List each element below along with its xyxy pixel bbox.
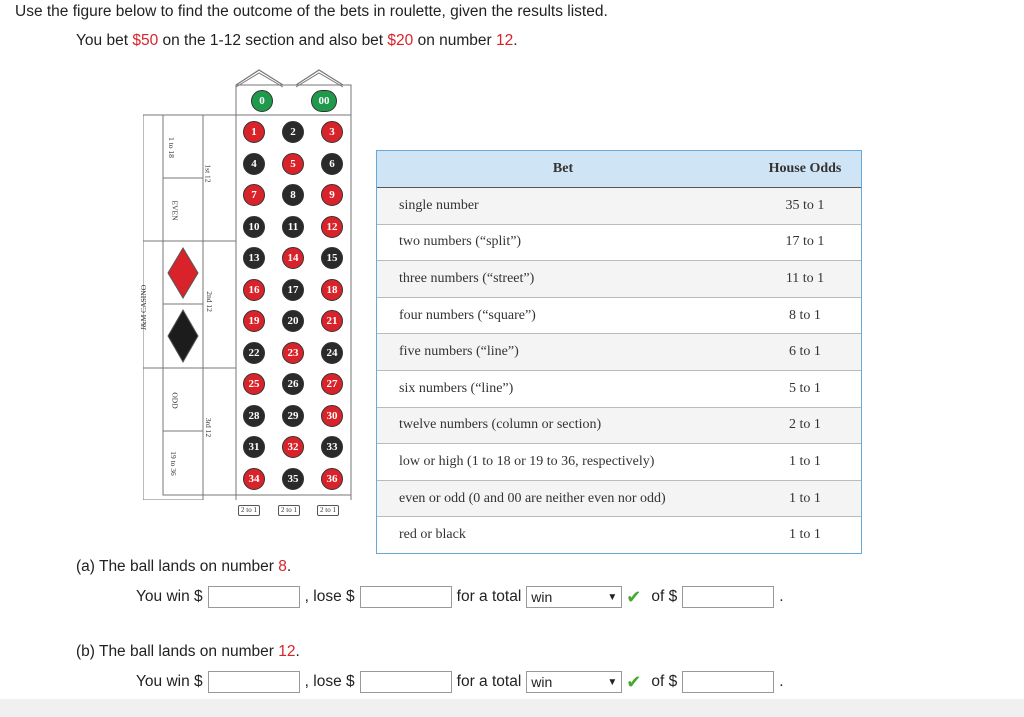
number-cell: 8 bbox=[282, 184, 304, 206]
bet-type: single number bbox=[377, 188, 749, 225]
header-house-odds: House Odds bbox=[749, 151, 861, 188]
number-cell: 6 bbox=[321, 153, 343, 175]
dozen-2nd: 2nd 12 bbox=[204, 291, 214, 312]
dozen-3rd: 3rd 12 bbox=[204, 417, 214, 438]
instruction-text: Use the figure below to find the outcome of the bets in roulette, given the results listed. bbox=[15, 3, 608, 20]
number-cell: 15 bbox=[321, 247, 343, 269]
header-bet: Bet bbox=[377, 151, 749, 188]
number-cell: 19 bbox=[243, 310, 265, 332]
number-00: 00 bbox=[311, 90, 337, 112]
number-cell: 30 bbox=[321, 405, 343, 427]
table-row bbox=[377, 224, 861, 261]
bet-type: four numbers (“square”) bbox=[377, 297, 749, 334]
number-cell: 32 bbox=[282, 436, 304, 458]
table-row bbox=[377, 188, 861, 225]
number-cell: 31 bbox=[243, 436, 265, 458]
bet-type: three numbers (“street”) bbox=[377, 261, 749, 298]
lose-label: , lose $ bbox=[304, 588, 355, 605]
number-cell: 36 bbox=[321, 468, 343, 490]
outside-1-to-18: 1 to 18 bbox=[166, 137, 176, 158]
number-cell: 34 bbox=[243, 468, 265, 490]
number-cell: 22 bbox=[243, 342, 265, 364]
column-bet-3: 2 to 1 bbox=[317, 505, 339, 516]
of-label: of $ bbox=[651, 673, 678, 690]
number-cell: 14 bbox=[282, 247, 304, 269]
bet-type: low or high (1 to 18 or 19 to 36, respectively) bbox=[377, 444, 749, 481]
bet-type: five numbers (“line”) bbox=[377, 334, 749, 371]
number-cell: 23 bbox=[282, 342, 304, 364]
number-cell: 27 bbox=[321, 373, 343, 395]
number-cell: 33 bbox=[321, 436, 343, 458]
table-row bbox=[377, 370, 861, 407]
house-odds: 6 to 1 bbox=[749, 334, 861, 371]
house-odds: 2 to 1 bbox=[749, 407, 861, 444]
house-odds: 8 to 1 bbox=[749, 297, 861, 334]
table-row bbox=[377, 444, 861, 481]
number-0: 0 bbox=[251, 90, 273, 112]
table-row bbox=[377, 334, 861, 371]
table-row bbox=[377, 407, 861, 444]
number-cell: 2 bbox=[282, 121, 304, 143]
house-odds: 1 to 1 bbox=[749, 444, 861, 481]
lose-amount-input-b[interactable] bbox=[360, 671, 452, 693]
number-cell: 1 bbox=[243, 121, 265, 143]
bet-type: even or odd (0 and 00 are neither even nor odd) bbox=[377, 480, 749, 517]
number-cell: 5 bbox=[282, 153, 304, 175]
win-label: You win $ bbox=[136, 673, 203, 690]
result-select-b[interactable]: win ▼ bbox=[526, 671, 622, 693]
number-cell: 3 bbox=[321, 121, 343, 143]
outside-odd: ODD bbox=[170, 392, 180, 409]
odds-table bbox=[376, 150, 862, 554]
period: . bbox=[779, 673, 784, 690]
bet-description: You bet $50 on the 1-12 section and also bet $20 on number 12. bbox=[76, 32, 518, 49]
win-amount-input-b[interactable] bbox=[208, 671, 300, 693]
win-amount-input-a[interactable] bbox=[208, 586, 300, 608]
number-cell: 35 bbox=[282, 468, 304, 490]
house-odds: 35 to 1 bbox=[749, 188, 861, 225]
casino-label: J&M CASINO bbox=[139, 284, 149, 331]
result-select-a[interactable]: win ▼ bbox=[526, 586, 622, 608]
number-cell: 26 bbox=[282, 373, 304, 395]
dozen-1st: 1st 12 bbox=[203, 164, 213, 183]
question-b: (b) The ball lands on number 12. bbox=[76, 643, 300, 660]
chevron-down-icon: ▼ bbox=[607, 591, 618, 603]
roulette-board bbox=[139, 65, 358, 514]
table-row bbox=[377, 297, 861, 334]
number-cell: 13 bbox=[243, 247, 265, 269]
table-row bbox=[377, 517, 861, 553]
bottom-bar bbox=[0, 699, 1024, 717]
period: . bbox=[779, 588, 784, 605]
outside-19-to-36: 19 to 36 bbox=[168, 451, 178, 476]
house-odds: 11 to 1 bbox=[749, 261, 861, 298]
number-cell: 21 bbox=[321, 310, 343, 332]
number-cell: 9 bbox=[321, 184, 343, 206]
bet-type: twelve numbers (column or section) bbox=[377, 407, 749, 444]
bet-type: two numbers (“split”) bbox=[377, 224, 749, 261]
number-cell: 18 bbox=[321, 279, 343, 301]
number-cell: 20 bbox=[282, 310, 304, 332]
column-bet-1: 2 to 1 bbox=[238, 505, 260, 516]
outside-even: EVEN bbox=[170, 200, 180, 221]
chevron-down-icon: ▼ bbox=[607, 676, 618, 688]
number-cell: 16 bbox=[243, 279, 265, 301]
house-odds: 1 to 1 bbox=[749, 517, 861, 553]
table-row bbox=[377, 480, 861, 517]
number-cell: 24 bbox=[321, 342, 343, 364]
bet-type: six numbers (“line”) bbox=[377, 370, 749, 407]
answer-row-b bbox=[136, 671, 784, 693]
number-cell: 28 bbox=[243, 405, 265, 427]
lose-amount-input-a[interactable] bbox=[360, 586, 452, 608]
win-label: You win $ bbox=[136, 588, 203, 605]
total-label: for a total bbox=[456, 588, 522, 605]
house-odds: 5 to 1 bbox=[749, 370, 861, 407]
number-cell: 12 bbox=[321, 216, 343, 238]
check-icon: ✔ bbox=[626, 586, 642, 607]
table-row bbox=[377, 261, 861, 298]
lose-label: , lose $ bbox=[304, 673, 355, 690]
of-label: of $ bbox=[651, 588, 678, 605]
column-bet-2: 2 to 1 bbox=[278, 505, 300, 516]
answer-row-a bbox=[136, 586, 784, 608]
house-odds: 1 to 1 bbox=[749, 480, 861, 517]
number-cell: 25 bbox=[243, 373, 265, 395]
number-cell: 17 bbox=[282, 279, 304, 301]
house-odds: 17 to 1 bbox=[749, 224, 861, 261]
number-cell: 11 bbox=[282, 216, 304, 238]
number-cell: 10 bbox=[243, 216, 265, 238]
bet-type: red or black bbox=[377, 517, 749, 553]
check-icon: ✔ bbox=[626, 671, 642, 692]
total-label: for a total bbox=[456, 673, 522, 690]
number-cell: 29 bbox=[282, 405, 304, 427]
total-amount-input-b[interactable] bbox=[682, 671, 774, 693]
number-cell: 4 bbox=[243, 153, 265, 175]
question-a: (a) The ball lands on number 8. bbox=[76, 558, 292, 575]
number-cell: 7 bbox=[243, 184, 265, 206]
total-amount-input-a[interactable] bbox=[682, 586, 774, 608]
